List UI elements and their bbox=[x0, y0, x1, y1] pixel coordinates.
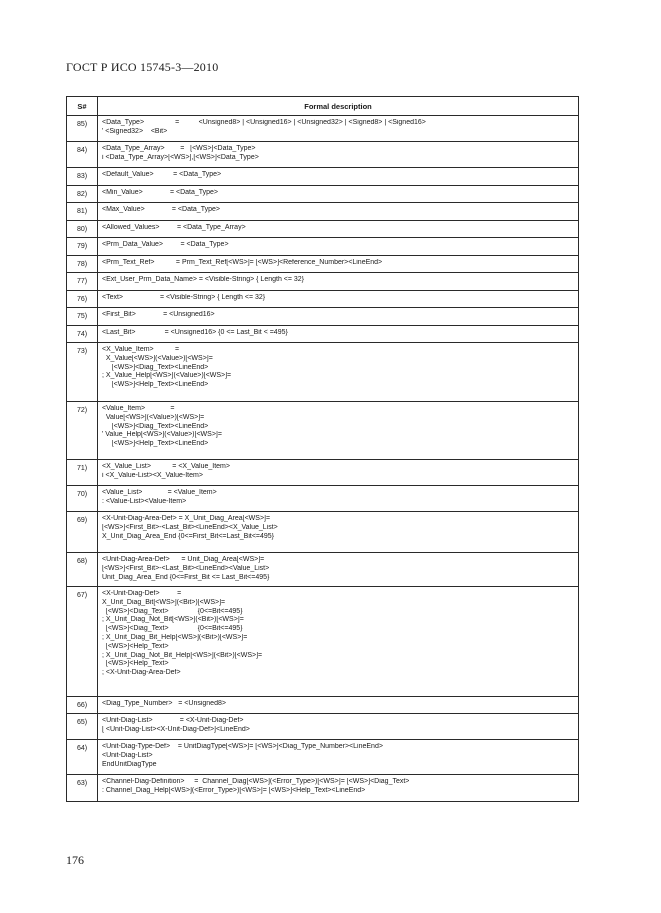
table-header-row bbox=[67, 97, 579, 116]
formal-description-cell bbox=[98, 697, 579, 714]
table-body bbox=[67, 116, 579, 802]
formal-description-cell bbox=[98, 486, 579, 512]
table-row bbox=[67, 740, 579, 775]
table-row bbox=[67, 256, 579, 273]
column-header-sequence: S# bbox=[67, 97, 98, 116]
formal-description-cell bbox=[98, 168, 579, 186]
table-row bbox=[67, 460, 579, 486]
grammar-line: i <X_Value-List><X_Value-Item> bbox=[102, 471, 203, 479]
table-row bbox=[67, 697, 579, 714]
grammar-line: [<WS>]<Diag_Text> {0<=Bit<=495} bbox=[102, 625, 243, 633]
table-row bbox=[67, 238, 579, 256]
table-row bbox=[67, 291, 579, 308]
grammar-line: [<WS>]<Help_Text><LineEnd> bbox=[102, 440, 209, 448]
row-number: 82) bbox=[67, 186, 98, 203]
formal-description-cell bbox=[98, 587, 579, 697]
row-number: 79) bbox=[67, 238, 98, 256]
formal-description-cell bbox=[98, 273, 579, 291]
grammar-line: [<WS>]<Diag_Text> {0<=Bit<=495} bbox=[102, 607, 243, 615]
row-number: 76) bbox=[67, 291, 98, 308]
grammar-line: : <Value-List><Value-Item> bbox=[102, 497, 187, 505]
table-row bbox=[67, 553, 579, 587]
grammar-line: Value[<WS>](<Value>)[<WS>]= bbox=[102, 413, 205, 421]
row-number: 77) bbox=[67, 273, 98, 291]
grammar-line: <X-Unit-Diag-Area-Def> = X_Unit_Diag_Area[<WS>]= bbox=[102, 515, 271, 522]
formal-description-cell bbox=[98, 402, 579, 460]
formal-description-cell bbox=[98, 256, 579, 273]
grammar-line: ; X_Unit_Diag_Bit_Help[<WS>](<Bit>)[<WS>]= bbox=[102, 633, 248, 641]
table-row bbox=[67, 402, 579, 460]
formal-description-table bbox=[66, 96, 579, 802]
row-number: 74) bbox=[67, 326, 98, 343]
grammar-line: [<WS>]<Help_Text><LineEnd> bbox=[102, 381, 209, 389]
table-row bbox=[67, 512, 579, 553]
formal-description-cell bbox=[98, 326, 579, 343]
formal-description-cell bbox=[98, 308, 579, 326]
grammar-line: <Value_Item> = bbox=[102, 405, 175, 412]
grammar-line: X_Unit_Diag_Area_End {0<=First_Bit<=Last_Bit<=495} bbox=[102, 532, 275, 540]
grammar-line: [<WS>]<First_Bit>-<Last_Bit><LineEnd><X_Value_List> bbox=[102, 523, 278, 531]
grammar-line: <Ext_User_Prm_Data_Name> = <Visible-String> { Length <= 32} bbox=[102, 276, 305, 283]
grammar-line: <X-Unit-Diag-Def> = bbox=[102, 590, 182, 597]
grammar-line: X_Value[<WS>](<Value>)[<WS>]= bbox=[102, 354, 213, 362]
grammar-line: <Data_Type_Array> = [<WS>]<Data_Type> bbox=[102, 145, 256, 152]
document-header: ГОСТ Р ИСО 15745-3—2010 bbox=[66, 60, 219, 74]
formal-description-cell bbox=[98, 291, 579, 308]
grammar-line: [<WS>]<Help_Text> bbox=[102, 642, 169, 650]
grammar-line: <Text> = <Visible-String> { Length <= 32} bbox=[102, 294, 266, 301]
formal-description-cell bbox=[98, 238, 579, 256]
grammar-line: <Channel-Diag-Definition> = Channel_Diag[<WS>](<Error_Type>)[<WS>]= [<WS>]<Diag_Text> bbox=[102, 778, 410, 785]
row-number: 78) bbox=[67, 256, 98, 273]
formal-description-cell bbox=[98, 512, 579, 553]
grammar-line: <Allowed_Values> = <Data_Type_Array> bbox=[102, 224, 246, 231]
grammar-line: <Unit-Diag-Type-Def> = UnitDiagType[<WS>]= [<WS>]<Diag_Type_Number><LineEnd> bbox=[102, 743, 383, 750]
row-number: 80) bbox=[67, 221, 98, 238]
formal-description-cell bbox=[98, 142, 579, 168]
table-row bbox=[67, 168, 579, 186]
row-number: 85) bbox=[67, 116, 98, 142]
formal-description-cell bbox=[98, 460, 579, 486]
grammar-line: EndUnitDiagType bbox=[102, 760, 157, 768]
grammar-line: ' Value_Help[<WS>](<Value>)[<WS>]= bbox=[102, 431, 222, 439]
grammar-line: : Channel_Diag_Help[<WS>](<Error_Type>)[<WS>]= [<WS>]<Help_Text><LineEnd> bbox=[102, 786, 366, 794]
grammar-line: [ <Unit-Diag-List><X-Unit-Diag-Def>]<LineEnd> bbox=[102, 725, 250, 733]
grammar-line: <Diag_Type_Number> = <Unsigned8> bbox=[102, 700, 226, 707]
grammar-line: <Prm_Data_Value> = <Data_Type> bbox=[102, 241, 229, 248]
column-header-formal-description: Formal description bbox=[98, 97, 579, 116]
grammar-line: <Min_Value> = <Data_Type> bbox=[102, 189, 219, 196]
table-row bbox=[67, 186, 579, 203]
grammar-line: ; X_Unit_Diag_Not_Bit_Help[<WS>](<Bit>)[<WS>]= bbox=[102, 651, 263, 659]
table-row bbox=[67, 116, 579, 142]
row-number: 64) bbox=[67, 740, 98, 775]
row-number: 70) bbox=[67, 486, 98, 512]
row-number: 71) bbox=[67, 460, 98, 486]
table-row bbox=[67, 486, 579, 512]
table-row bbox=[67, 273, 579, 291]
grammar-line: ; <X-Unit-Diag-Area-Def> bbox=[102, 669, 181, 677]
grammar-line: <Prm_Text_Ref> = Prm_Text_Ref[<WS>]= [<WS>]<Reference_Number><LineEnd> bbox=[102, 259, 383, 266]
grammar-line: ; X_Unit_Diag_Not_Bit[<WS>](<Bit>)[<WS>]= bbox=[102, 616, 244, 624]
grammar-line: ; X_Value_Help[<WS>](<Value>)[<WS>]= bbox=[102, 372, 232, 380]
row-number: 72) bbox=[67, 402, 98, 460]
grammar-line: Unit_Diag_Area_End {0<=First_Bit <= Last_Bit<=495} bbox=[102, 573, 270, 581]
row-number: 83) bbox=[67, 168, 98, 186]
row-number: 75) bbox=[67, 308, 98, 326]
formal-description-cell bbox=[98, 553, 579, 587]
grammar-line: [<WS>]<Diag_Text><LineEnd> bbox=[102, 363, 209, 371]
grammar-line: [<WS>]<First_Bit>-<Last_Bit><LineEnd><Value_List> bbox=[102, 564, 270, 572]
grammar-line: <Data_Type> = <Unsigned8> | <Unsigned16> | <Unsigned32> | <Signed8> | <Signed16> bbox=[102, 119, 426, 126]
table-row bbox=[67, 714, 579, 740]
table-row bbox=[67, 587, 579, 697]
row-number: 65) bbox=[67, 714, 98, 740]
page-number: 176 bbox=[66, 853, 84, 867]
formal-description-cell bbox=[98, 714, 579, 740]
row-number: 84) bbox=[67, 142, 98, 168]
grammar-line: ' <Signed32> <Bit> bbox=[102, 127, 168, 135]
formal-description-cell bbox=[98, 343, 579, 402]
formal-description-cell bbox=[98, 740, 579, 775]
table-row bbox=[67, 203, 579, 221]
grammar-line: <Default_Value> = <Data_Type> bbox=[102, 171, 222, 178]
grammar-line: <Value_List> = <Value_Item> bbox=[102, 489, 217, 496]
grammar-line: X_Unit_Diag_Bit[<WS>](<Bit>)[<WS>]= bbox=[102, 598, 226, 606]
formal-description-cell bbox=[98, 775, 579, 802]
row-number: 66) bbox=[67, 697, 98, 714]
table-row bbox=[67, 142, 579, 168]
grammar-line: <Last_Bit> = <Unsigned16> {0 <= Last_Bit < =495} bbox=[102, 329, 288, 336]
row-number: 68) bbox=[67, 553, 98, 587]
grammar-line: i <Data_Type_Array>[<WS>],[<WS>]<Data_Type> bbox=[102, 153, 259, 161]
row-number: 69) bbox=[67, 512, 98, 553]
formal-description-cell bbox=[98, 116, 579, 142]
table-row bbox=[67, 343, 579, 402]
formal-description-cell bbox=[98, 186, 579, 203]
grammar-line: <Max_Value> = <Data_Type> bbox=[102, 206, 220, 213]
table-row bbox=[67, 326, 579, 343]
grammar-line: [<WS>]<Help_Text> bbox=[102, 660, 169, 668]
table-row bbox=[67, 308, 579, 326]
grammar-line: <X_Value_List> = <X_Value_Item> bbox=[102, 463, 230, 470]
grammar-line: <Unit-Diag-Area-Def> = Unit_Diag_Area[<WS>]= bbox=[102, 556, 265, 563]
grammar-line: <First_Bit> = <Unsigned16> bbox=[102, 311, 215, 318]
grammar-line: [<WS>]<Diag_Text><LineEnd> bbox=[102, 422, 209, 430]
grammar-line: <Unit-Diag-List> bbox=[102, 751, 153, 759]
table-row bbox=[67, 221, 579, 238]
table-row bbox=[67, 775, 579, 802]
formal-description-cell bbox=[98, 203, 579, 221]
formal-description-cell bbox=[98, 221, 579, 238]
row-number: 63) bbox=[67, 775, 98, 802]
row-number: 67) bbox=[67, 587, 98, 697]
row-number: 81) bbox=[67, 203, 98, 221]
grammar-line: <X_Value_Item> = bbox=[102, 346, 180, 353]
grammar-line: <Unit-Diag-List> = <X-Unit-Diag-Def> bbox=[102, 717, 244, 724]
row-number: 73) bbox=[67, 343, 98, 402]
